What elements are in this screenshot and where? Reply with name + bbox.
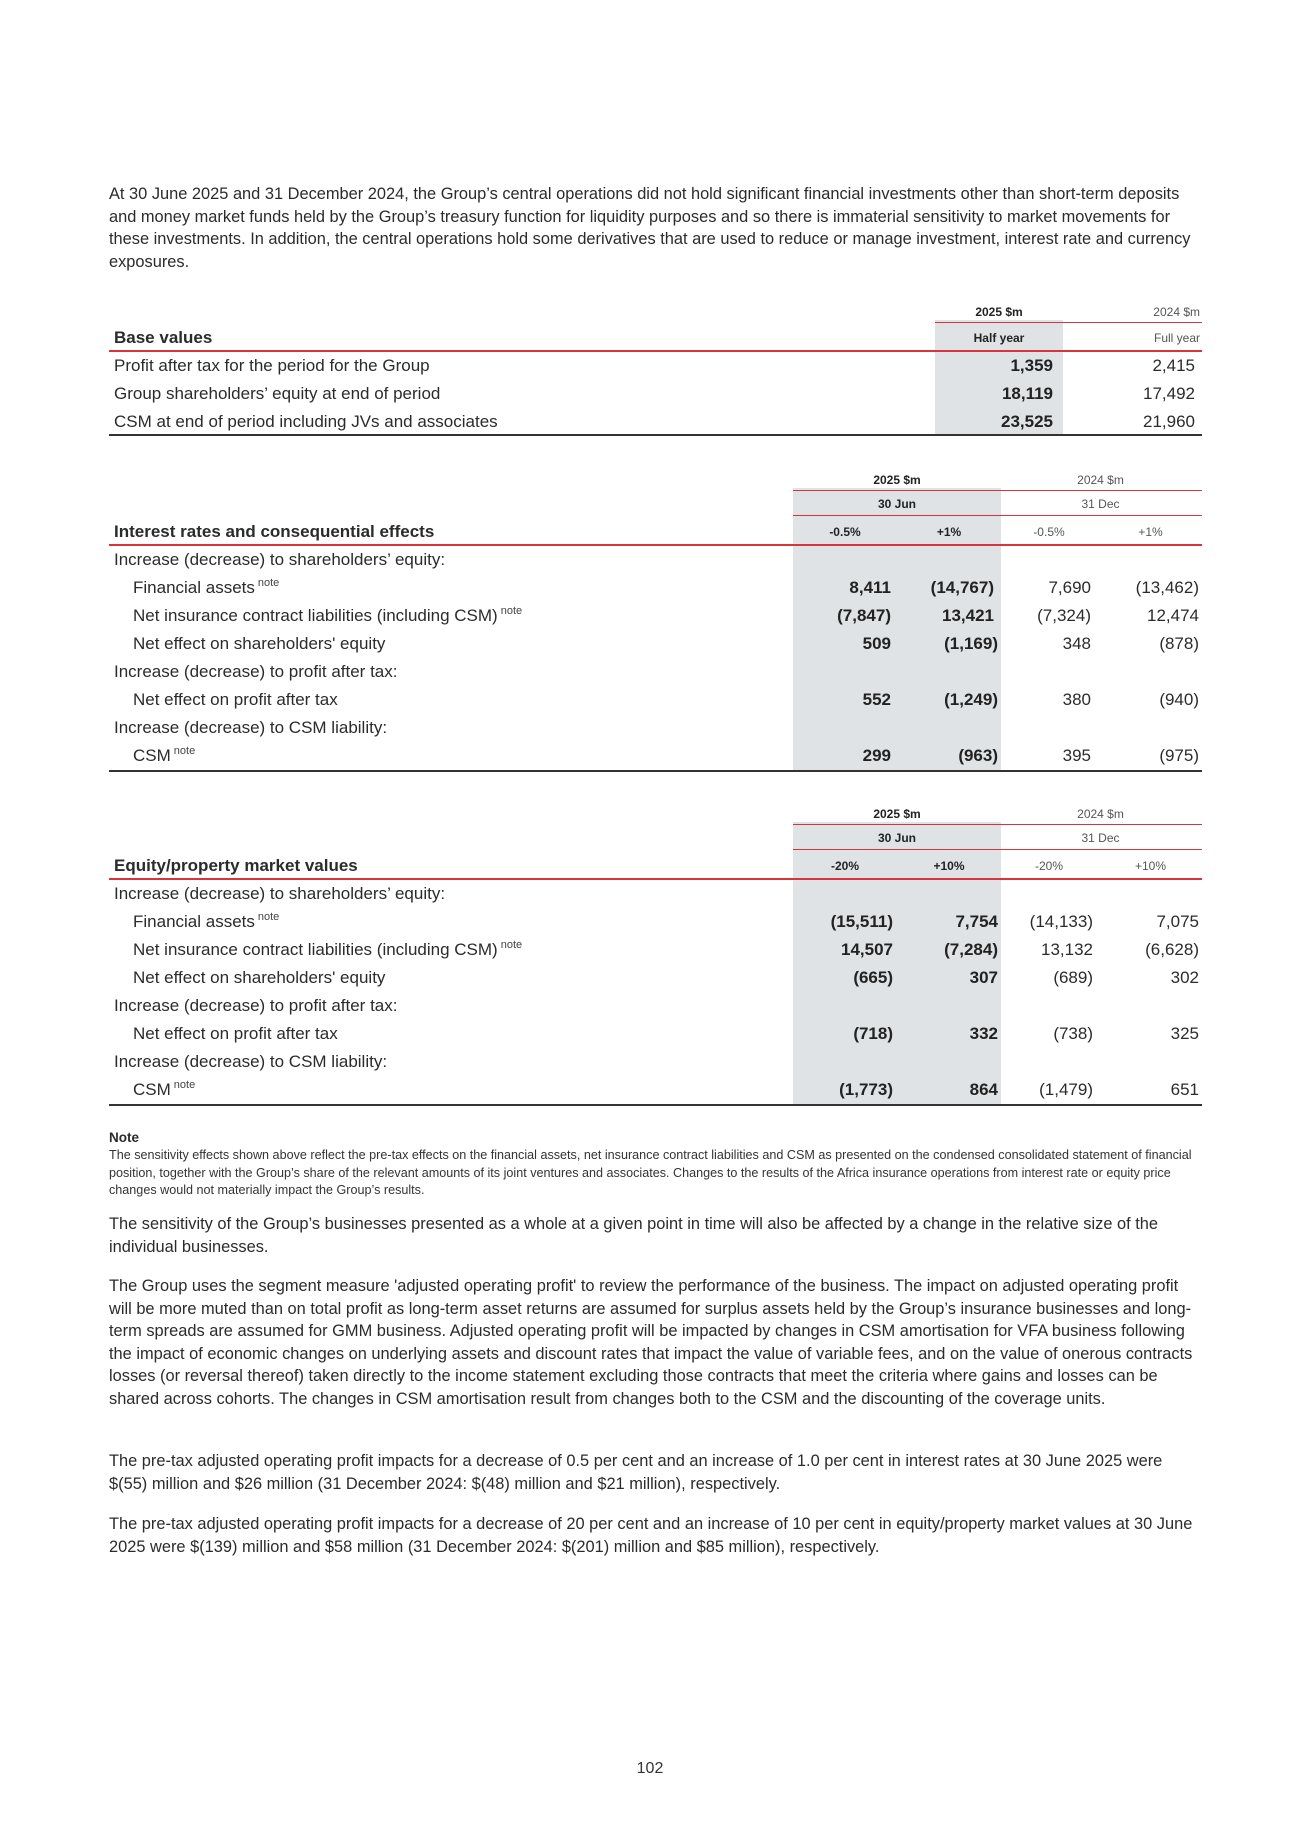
interest-rate-sensitivity-table — [109, 468, 1202, 772]
note-marker: note — [257, 577, 280, 589]
table-row — [109, 408, 1202, 436]
interest-col-2025: 2025 $m — [873, 473, 921, 487]
value-2024-down: (689) — [1053, 968, 1093, 987]
value-2024-up: (6,628) — [1145, 940, 1199, 959]
header-rule — [999, 824, 1202, 825]
equity-date-2025: 30 Jun — [877, 831, 916, 845]
row-label: Increase (decrease) to profit after tax: — [114, 662, 398, 681]
header-rule — [793, 849, 1001, 850]
table-bottom-rule — [109, 1104, 1202, 1106]
value-2025-down: (665) — [853, 968, 893, 987]
value-2024-up: (940) — [1159, 690, 1199, 709]
value-2025-down: (15,511) — [830, 912, 893, 931]
table-row — [109, 686, 1202, 714]
row-label: Net effect on shareholders' equity — [133, 634, 386, 653]
table-row — [109, 546, 1202, 574]
row-label: CSM — [133, 1080, 171, 1099]
equity-shock-2024-up: +10% — [1134, 859, 1167, 873]
header-rule — [999, 490, 1202, 491]
value-2025-up: 332 — [969, 1024, 998, 1043]
base-values-title: Base values — [114, 328, 213, 347]
value-2024: 17,492 — [1143, 384, 1195, 403]
value-2025-up: (14,767) — [930, 578, 994, 597]
table-bottom-rule — [109, 434, 1202, 436]
header-rule — [793, 515, 1001, 516]
row-label: Profit after tax for the period for the Group — [114, 356, 430, 375]
value-2024-down: (1,479) — [1039, 1080, 1093, 1099]
interest-shock-2025-up: +1% — [936, 525, 962, 539]
row-label: Net effect on shareholders' equity — [133, 968, 386, 987]
value-2025-up: (1,249) — [944, 690, 998, 709]
value-2025: 23,525 — [1001, 412, 1053, 431]
value-2024-up: 12,474 — [1147, 606, 1199, 625]
base-sub-2024: Full year — [1153, 331, 1200, 345]
equity-date-2024: 31 Dec — [1081, 831, 1120, 845]
header-rule — [793, 490, 1001, 491]
table-row — [109, 658, 1202, 686]
value-2024-up: (878) — [1159, 634, 1199, 653]
table-row — [109, 880, 1202, 908]
interest-date-2024: 31 Dec — [1081, 497, 1120, 511]
row-label: Financial assets — [133, 912, 255, 931]
equity-shock-2024-down: -20% — [1034, 859, 1063, 873]
value-2025-up: 7,754 — [955, 912, 998, 931]
interest-title: Interest rates and consequential effects — [114, 522, 435, 541]
intro-paragraph: At 30 June 2025 and 31 December 2024, the Group’s central operations did not hold significant financial investments other than short-term deposits and money market funds held by the Group’s treasury function for liquidity purposes and so there is immaterial sensitivity to market movements for these investments. In addition, the central operations hold some derivatives that are used to reduce or manage investment, interest rate and currency exposures. — [109, 185, 1191, 271]
row-label: Increase (decrease) to shareholders’ equity: — [114, 884, 446, 903]
table-row — [109, 1076, 1202, 1104]
row-label: Increase (decrease) to profit after tax: — [114, 996, 398, 1015]
equity-col-2024: 2024 $m — [1077, 807, 1124, 821]
value-2024: 2,415 — [1152, 356, 1195, 375]
value-2025-up: (7,284) — [944, 940, 998, 959]
row-label: Net effect on profit after tax — [133, 1024, 338, 1043]
base-col-2024: 2024 $m — [1153, 305, 1200, 319]
table-row — [109, 936, 1202, 964]
value-2024-up: 651 — [1170, 1080, 1199, 1099]
equity-property-sensitivity-table — [109, 802, 1202, 1106]
interest-date-2025: 30 Jun — [877, 497, 916, 511]
value-2025-down: (718) — [853, 1024, 893, 1043]
note-marker: note — [500, 605, 523, 617]
equity-title: Equity/property market values — [114, 856, 358, 875]
value-2024-up: 325 — [1170, 1024, 1199, 1043]
header-rule — [935, 322, 1202, 323]
value-2024-down: (7,324) — [1037, 606, 1091, 625]
value-2024: 21,960 — [1143, 412, 1195, 431]
paragraph-relative-size: The sensitivity of the Group’s businesses presented as a whole at a given point in time will also be affected by a change in the relative size of the individual businesses. — [109, 1215, 1159, 1256]
note-marker: note — [257, 911, 280, 923]
row-label: Increase (decrease) to CSM liability: — [114, 718, 388, 737]
value-2025: 18,119 — [1001, 384, 1053, 403]
interest-shock-2024-down: -0.5% — [1033, 525, 1065, 539]
value-2025-up: 864 — [969, 1080, 998, 1099]
equity-shock-2025-up: +10% — [933, 859, 965, 873]
value-2025-up: 13,421 — [942, 606, 994, 625]
value-2025-down: (1,773) — [839, 1080, 893, 1099]
value-2024-down: 7,690 — [1048, 578, 1091, 597]
row-label: Net insurance contract liabilities (including CSM) — [133, 940, 498, 959]
table-row — [109, 1020, 1202, 1048]
row-label: Increase (decrease) to CSM liability: — [114, 1052, 388, 1071]
table-row — [109, 742, 1202, 770]
row-label: Net insurance contract liabilities (including CSM) — [133, 606, 498, 625]
table-row — [109, 630, 1202, 658]
value-2025-down: 8,411 — [849, 578, 891, 597]
paragraph-interest-rate-impacts: The pre-tax adjusted operating profit impacts for a decrease of 0.5 per cent and an increase of 1.0 per cent in interest rates at 30 June 2025 were $(55) million and $26 million (31 December 2024: $(48) million and $21 million), respectively. — [109, 1452, 1163, 1493]
value-2024-down: (14,133) — [1029, 912, 1093, 931]
value-2025-up: 307 — [969, 968, 998, 987]
row-label: CSM at end of period including JVs and associates — [114, 412, 498, 431]
row-label: Increase (decrease) to shareholders’ equity: — [114, 550, 446, 569]
row-label: CSM — [133, 746, 171, 765]
value-2025-down: 552 — [862, 690, 891, 709]
value-2025-up: (1,169) — [944, 634, 998, 653]
table-row — [109, 352, 1202, 380]
value-2024-down: 348 — [1062, 634, 1091, 653]
table-row — [109, 992, 1202, 1020]
value-2024-up: (975) — [1159, 746, 1199, 765]
table-row — [109, 964, 1202, 992]
value-2025-up: (963) — [958, 746, 998, 765]
interest-col-2024: 2024 $m — [1077, 473, 1124, 487]
value-2025-down: 14,507 — [841, 940, 893, 959]
value-2024-down: 13,132 — [1041, 940, 1093, 959]
value-2024-up: (13,462) — [1135, 578, 1199, 597]
note-marker: note — [500, 939, 523, 951]
value-2025-down: (7,847) — [837, 606, 891, 625]
equity-col-2025: 2025 $m — [873, 807, 921, 821]
table-row — [109, 380, 1202, 408]
table-row — [109, 714, 1202, 742]
header-rule — [793, 824, 1001, 825]
note-marker: note — [173, 1079, 196, 1091]
value-2024-down: (738) — [1053, 1024, 1093, 1043]
table-row — [109, 574, 1202, 602]
table-row — [109, 1048, 1202, 1076]
base-sub-2025: Half year — [973, 331, 1025, 345]
equity-shock-2025-down: -20% — [830, 859, 859, 873]
header-rule — [999, 515, 1202, 516]
paragraph-adjusted-operating-profit: The Group uses the segment measure 'adjusted operating profit' to review the performance of the business. The impact on adjusted operating profit will be more muted than on total profit as long-term asset returns are assumed for surplus assets held by the Group’s insurance businesses and long-term spreads are assumed for GMM business. Adjusted operating profit will be impacted by changes in CSM amortisation for VFA business following the impact of economic changes on underlying assets and discount rates that impact the value of variable fees, and on the value of onerous contracts losses (or reversal thereof) taken directly to the income statement excluding those contracts that meet the criteria where gains and losses can be shared across cohorts. The changes in CSM amortisation result from changes both to the CSM and the discounting of the coverage units. — [109, 1277, 1193, 1408]
table-row — [109, 602, 1202, 630]
row-label: Net effect on profit after tax — [133, 690, 338, 709]
value-2025-down: 509 — [862, 634, 891, 653]
table-row — [109, 908, 1202, 936]
base-values-table — [109, 300, 1202, 437]
value-2024-down: 395 — [1062, 746, 1091, 765]
row-label: Group shareholders’ equity at end of period — [114, 384, 441, 403]
value-2025-down: 299 — [862, 746, 891, 765]
value-2024-down: 380 — [1062, 690, 1091, 709]
value-2025: 1,359 — [1010, 356, 1053, 375]
base-col-2025: 2025 $m — [975, 305, 1023, 319]
note-title: Note — [109, 1130, 139, 1145]
note-body: The sensitivity effects shown above reflect the pre-tax effects on the financial assets, net insurance contract liabilities and CSM as presented on the condensed consolidated statement of financial position, together with the Group’s share of the relevant amounts of its joint ventures and associates. Changes to the results of the Africa insurance operations from interest rate or equity price changes would not materially impact the Group’s results. — [109, 1148, 1192, 1197]
paragraph-equity-impacts: The pre-tax adjusted operating profit impacts for a decrease of 20 per cent and an increase of 10 per cent in equity/property market values at 30 June 2025 were $(139) million and $58 million (31 December 2024: $(201) million and $85 million), respectively. — [109, 1515, 1193, 1556]
header-rule — [999, 849, 1202, 850]
interest-shock-2025-down: -0.5% — [829, 525, 861, 539]
row-label: Financial assets — [133, 578, 255, 597]
table-bottom-rule — [109, 770, 1202, 772]
note-marker: note — [173, 745, 196, 757]
value-2024-up: 7,075 — [1156, 912, 1199, 931]
value-2024-up: 302 — [1170, 968, 1199, 987]
interest-shock-2024-up: +1% — [1138, 525, 1163, 539]
page-number: 102 — [636, 1760, 664, 1777]
